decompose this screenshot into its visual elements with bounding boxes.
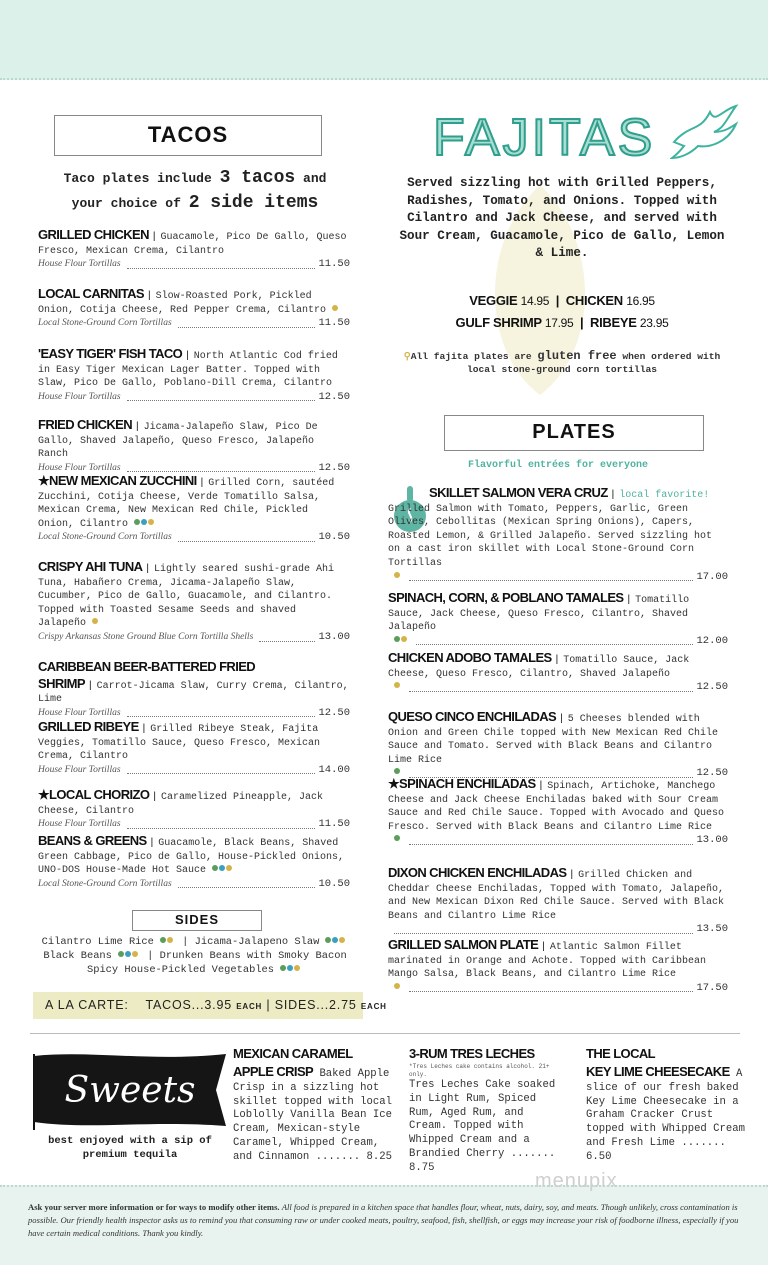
gf-text: when ordered with local stone-ground corn tortillas <box>467 351 721 375</box>
fajitas-title: FAJITAS <box>433 109 656 167</box>
watermark: menupix <box>535 1170 618 1192</box>
diet-dot-gold <box>339 937 345 943</box>
local-favorite-badge: local favorite! <box>619 490 710 501</box>
taco-item <box>38 834 350 891</box>
diet-dots <box>279 964 300 976</box>
dessert-name: APPLE CRISP <box>233 1064 314 1079</box>
dot-leader <box>127 268 316 269</box>
taco-item <box>38 347 350 404</box>
fajitas-prices <box>392 290 732 334</box>
diet-dots <box>393 834 400 848</box>
item-price: 12.50 <box>696 767 728 780</box>
diet-dot-gold <box>294 965 300 971</box>
side-item: Cilantro Lime Rice <box>41 936 154 948</box>
dessert-name: MEXICAN CARAMEL <box>233 1046 353 1061</box>
item-price: 13.00 <box>696 834 728 847</box>
dot-leader <box>178 327 316 328</box>
taco-text <box>38 560 350 631</box>
diet-dots <box>159 936 173 948</box>
fajita-price: 23.95 <box>639 316 669 330</box>
separator: | <box>147 290 151 301</box>
price-row <box>38 764 350 778</box>
tortilla-type: Local Stone-Ground Corn Tortillas <box>38 318 172 329</box>
item-description: Grilled Salmon with Tomato, Peppers, Garlic, Green Olives, Cebollitas (Mexican Spring Onions), Capers, Roasted Lemon, & Grilled Jalapeño. Served sizzling hot on a cast iron skillet with Local Stone-Ground Corn Tortillas <box>388 503 713 569</box>
item-description: Tomatillo Sauce, Jack Cheese, Queso Fresco, Cilantro, Shaved Jalapeño <box>388 595 690 634</box>
plate-text <box>388 486 728 571</box>
diet-dot-green <box>325 937 331 943</box>
fajita-option: VEGGIE <box>469 293 518 308</box>
diet-dot-gold <box>226 865 232 871</box>
diet-dot-green <box>280 965 286 971</box>
price-row <box>388 571 728 585</box>
tacos-heading: TACOS <box>54 115 322 156</box>
plate-item <box>388 777 728 848</box>
dot-leader <box>178 541 316 542</box>
taco-text <box>38 474 350 531</box>
plate-text <box>388 710 728 767</box>
footer-bold: Ask your server more information or for ways to modify other items. <box>28 1202 280 1212</box>
item-price: 10.50 <box>318 877 350 890</box>
separator: | <box>175 936 195 948</box>
taco-item <box>38 660 350 720</box>
plate-item <box>388 591 728 648</box>
taco-text <box>38 418 350 462</box>
intro-number: 3 <box>219 168 231 188</box>
dessert-text: *Tres Leches cake contains alcohol. 21+ only. Tres Leches Cake soaked in Light Rum, Spiced Rum, Aged Rum, and Cream. Topped with Whipped Cream and a Brandied Cherry ....... 8.75 <box>409 1063 559 1176</box>
diet-dots <box>393 571 400 585</box>
diet-dot-gold <box>394 983 400 989</box>
item-description: Lightly seared sushi-grade Ahi Tuna, Habañero Crema, Jicama-Jalapeño Slaw, Cucumber, Pico de Gallo, Guacamole, and Cilantro. Topped with Toasted Sesame Seeds and shaved Jalapeño <box>38 564 335 630</box>
dot-leader <box>127 400 316 401</box>
price-row <box>388 635 728 649</box>
intro-emph: tacos <box>230 168 296 188</box>
dessert-text: KEY LIME CHEESECAKE A slice of our fresh baked Key Lime Cheesecake in a Graham Cracker Crust topped with Whipped Cream and Fresh Lime ....... 6.50 <box>586 1064 745 1163</box>
price-row <box>388 923 728 937</box>
item-name: CARIBBEAN BEER-BATTERED FRIED SHRIMP <box>38 659 256 691</box>
diet-dot-gold <box>394 572 400 578</box>
diet-dot-gold <box>167 937 173 943</box>
diet-dot-green <box>394 636 400 642</box>
separator: | <box>146 563 150 574</box>
separator: | <box>136 421 139 432</box>
separator: | <box>200 477 204 488</box>
fajita-option: GULF SHRIMP <box>455 315 542 330</box>
tortilla-type: Local Stone-Ground Corn Tortillas <box>38 878 172 889</box>
item-description: Grilled Corn, sautéed Zucchini, Cotija Cheese, Verde Tomatillo Salsa, Mexican Crema, New Mexican Red Chile, Pickled Onion, Cilantro <box>38 478 335 530</box>
side-item: Black Beans <box>43 950 112 962</box>
sides-line <box>30 935 360 949</box>
tacos-intro <box>30 166 360 216</box>
dessert-description: Baked Apple Crisp in a sizzling hot skillet topped with local Loblolly Vanilla Bean Ice Cream, Mexican-style Caramel, Whipped Cream, and Cinnamon <box>233 1068 392 1163</box>
side-item: Drunken Beans with Smoky Bacon <box>159 950 347 962</box>
item-price: 10.50 <box>318 531 350 544</box>
item-description: Slow-Roasted Pork, Pickled Onion, Cotija Cheese, Red Pepper Crema, Cilantro <box>38 291 327 316</box>
diet-dot-green <box>212 865 218 871</box>
plate-text <box>388 777 728 834</box>
diet-dots <box>393 635 407 649</box>
taco-text <box>38 347 350 391</box>
sides-line <box>30 963 360 977</box>
plate-item <box>388 710 728 781</box>
diet-dots <box>324 936 345 948</box>
item-description: Tomatillo Sauce, Jack Cheese, Queso Fresco, Cilantro, Shaved Jalapeño <box>388 655 690 680</box>
price-row <box>388 834 728 848</box>
fajita-option: CHICKEN <box>565 293 623 308</box>
item-price: 12.50 <box>318 461 350 474</box>
dot-leader <box>409 691 693 692</box>
diet-dot-gold <box>332 305 338 311</box>
plate-item <box>388 866 728 937</box>
diet-dots <box>393 982 400 996</box>
plate-text <box>388 866 728 923</box>
dessert-name: THE LOCAL <box>586 1046 655 1061</box>
dot-leader <box>409 844 693 845</box>
sides-list <box>30 935 360 977</box>
fajitas-description: Served sizzling hot with Grilled Peppers, Radishes, Tomato, and Onions. Topped with Cilantro and Jack Cheese, and served with Sour Cream, Guacamole, Pico de Gallo, Lemon & Lime. <box>399 176 725 261</box>
dot-leader <box>127 773 316 774</box>
diet-dots <box>211 865 232 876</box>
gf-emph: gluten free <box>537 349 617 363</box>
dessert-item <box>409 1045 559 1176</box>
taco-item <box>38 418 350 475</box>
diet-dot-blue <box>219 865 225 871</box>
section-divider <box>30 1033 740 1034</box>
taco-item <box>38 474 350 545</box>
fajita-price: 17.95 <box>544 316 574 330</box>
taco-text <box>38 287 350 317</box>
price-row <box>388 681 728 695</box>
sides-heading: SIDES <box>132 910 262 931</box>
diet-dot-blue <box>287 965 293 971</box>
diet-dot-gold <box>401 636 407 642</box>
diet-dot-blue <box>141 519 147 525</box>
item-name: ★NEW MEXICAN ZUCCHINI <box>38 473 197 488</box>
price-row <box>388 982 728 996</box>
tortilla-type: House Flour Tortillas <box>38 259 121 270</box>
tortilla-type: House Flour Tortillas <box>38 391 121 402</box>
item-price: 17.00 <box>696 570 728 583</box>
dot-leader <box>127 716 316 717</box>
dessert-description: A slice of our fresh baked Key Lime Cheesecake in a Graham Cracker Crust topped with Whipped Cream and Fresh Lime <box>586 1068 745 1149</box>
taco-text <box>38 834 350 878</box>
tortilla-type: House Flour Tortillas <box>38 764 121 775</box>
dot-leader <box>416 644 693 645</box>
item-name: SPINACH, CORN, & POBLANO TAMALES <box>388 590 624 605</box>
price-row <box>38 391 350 405</box>
item-description: Jicama-Jalapeño Slaw, Pico De Gallo, Shaved Jalapeño, Queso Fresco, Jalapeño Ranch <box>38 422 318 461</box>
item-price: 13.00 <box>318 630 350 643</box>
a-la-carte-bar: A LA CARTE: TACOS...3.95 EACH | SIDES...2.75 EACH <box>33 992 363 1019</box>
item-price: 12.00 <box>696 634 728 647</box>
gluten-free-note <box>392 350 732 376</box>
fajita-price-line <box>392 312 732 334</box>
a-la-carte-tacos: TACOS...3.95 <box>145 998 232 1012</box>
item-price: 17.50 <box>696 981 728 994</box>
item-price: 12.50 <box>696 681 728 694</box>
footer-disclaimer <box>28 1201 748 1240</box>
item-name: FRIED CHICKEN <box>38 417 133 432</box>
sweets-caption: best enjoyed with a sip of premium tequila <box>48 1135 212 1161</box>
tortilla-type: House Flour Tortillas <box>38 707 121 718</box>
item-price: 12.50 <box>318 706 350 719</box>
separator: | <box>186 350 189 361</box>
separator: | <box>611 489 615 500</box>
tortilla-type: Local Stone-Ground Corn Tortillas <box>38 532 172 543</box>
dessert-name: 3-RUM TRES LECHES <box>409 1046 535 1061</box>
item-description: Grilled Ribeye Steak, Fajita Veggies, Tomatillo Sauce, Queso Fresco, Mexican Crema, Cilantro <box>38 724 321 763</box>
dessert-price: 8.75 <box>409 1161 435 1174</box>
dot-leader <box>259 641 315 642</box>
diet-dots <box>393 681 400 695</box>
intro-text: Taco plates include <box>63 171 220 186</box>
diet-dot-gold <box>148 519 154 525</box>
diet-dot-gold <box>394 682 400 688</box>
item-description: 5 Cheeses blended with Onion and Green Chile topped with New Mexican Red Chile Sauce and Tomato. Served with Black Beans and Cilantro Lime Rice <box>388 714 719 766</box>
separator: | <box>627 594 631 605</box>
a-la-carte-label: A LA CARTE: <box>45 998 129 1012</box>
item-name: ★LOCAL CHORIZO <box>38 787 150 802</box>
fajita-price-line <box>392 290 732 312</box>
separator: | <box>573 315 590 330</box>
intro-emph: side items <box>199 193 319 213</box>
each-label: EACH <box>360 1002 387 1011</box>
item-name: QUESO CINCO ENCHILADAS <box>388 709 557 724</box>
side-item: Spicy House-Pickled Vegetables <box>86 964 275 976</box>
item-description: Atlantic Salmon Fillet marinated in Orange and Achote. Topped with Caribbean Mango Salsa, Black Beans, and Cilantro Lime Rice <box>388 942 707 981</box>
item-name: DIXON CHICKEN ENCHILADAS <box>388 865 567 880</box>
separator: | <box>140 950 160 962</box>
item-name: CRISPY AHI TUNA <box>38 559 143 574</box>
item-price: 12.50 <box>318 390 350 403</box>
taco-item <box>38 560 350 645</box>
swallow-icon <box>670 102 740 164</box>
each-label: EACH <box>236 1002 263 1011</box>
dessert-item <box>586 1045 756 1165</box>
separator: | <box>570 869 574 880</box>
plate-text <box>388 591 728 635</box>
plate-item <box>388 486 728 584</box>
a-la-carte-sides: SIDES...2.75 <box>274 998 357 1012</box>
gf-text: All fajita plates are <box>410 351 538 362</box>
item-name: GRILLED CHICKEN <box>38 227 149 242</box>
fajita-option: RIBEYE <box>590 315 637 330</box>
item-price: 11.50 <box>318 258 350 271</box>
taco-text <box>38 660 350 707</box>
diet-dots <box>133 519 154 530</box>
dot-leader <box>394 933 693 934</box>
taco-text <box>38 228 350 258</box>
diet-dot-gold <box>92 618 98 624</box>
separator: | <box>88 679 92 691</box>
plate-text <box>388 651 728 681</box>
dessert-note: *Tres Leches cake contains alcohol. 21+ only. <box>409 1063 550 1078</box>
diet-dot-gold <box>132 951 138 957</box>
item-description: Carrot-Jicama Slaw, Curry Crema, Cilantro, Lime <box>38 680 349 706</box>
footer-italic: All food is prepared in a kitchen space that handles flour, wheat, nuts, dairy, soy, and meats. Though unlikely, cross contamination is possible. Our friendly health inspector asks us to remind you that consuming raw or under cooked meats, poultry, seafood, fish, shellfish, or eggs may increase your risk of foodborne illness, especially if you have certain medical conditions. Thank you kindly. <box>28 1202 739 1238</box>
item-price: 14.00 <box>318 763 350 776</box>
separator: | <box>142 723 146 734</box>
price-row <box>38 317 350 331</box>
fajita-price: 16.95 <box>626 294 655 308</box>
diet-dot-green <box>118 951 124 957</box>
sides-line <box>30 949 360 963</box>
taco-item <box>38 788 350 832</box>
diet-dots <box>91 618 98 629</box>
taco-item <box>38 720 350 777</box>
diet-dots <box>331 305 338 316</box>
item-name: LOCAL CARNITAS <box>38 286 144 301</box>
item-description: Grilled Chicken and Cheddar Cheese Enchiladas, Topped with Tomato, Jalapeño, and New Mexican Dixon Red Chile Sauce. Served with Black Beans and Cilantro Lime Rice <box>388 870 725 922</box>
separator: | <box>539 780 543 791</box>
intro-text: and <box>295 171 327 186</box>
taco-text <box>38 720 350 764</box>
item-name: BEANS & GREENS <box>38 833 147 848</box>
dessert-item <box>233 1045 393 1165</box>
separator: | <box>152 231 156 242</box>
top-decorative-band <box>0 0 768 80</box>
separator: | <box>555 654 559 665</box>
item-price: 11.50 <box>318 317 350 330</box>
item-name: GRILLED RIBEYE <box>38 719 139 734</box>
item-price: 11.50 <box>318 818 350 831</box>
separator: | <box>542 941 545 952</box>
item-description: Guacamole, Black Beans, Shaved Green Cabbage, Pico de Gallo, House-Pickled Onions, UNO-DOS House-Made Hot Sauce <box>38 838 345 877</box>
dessert-description: Tres Leches Cake soaked in Light Rum, Spiced Rum, Aged Rum, and Cream. Topped with Whipped Cream and a Brandied Cherry <box>409 1079 556 1160</box>
taco-item <box>38 228 350 272</box>
item-description: Guacamole, Pico De Gallo, Queso Fresco, Mexican Crema, Cilantro <box>38 232 347 257</box>
dessert-text: APPLE CRISP Baked Apple Crisp in a sizzling hot skillet topped with local Loblolly Vanilla Bean Ice Cream, Mexican-style Caramel, Whipped Cream, and Cinnamon ....... 8.25 <box>233 1064 392 1163</box>
item-name: ★SPINACH ENCHILADAS <box>388 776 536 791</box>
plate-text <box>388 938 728 982</box>
price-row <box>38 818 350 832</box>
tortilla-type: Crispy Arkansas Stone Ground Blue Corn Tortilla Shells <box>38 631 254 642</box>
side-item: Jicama-Jalapeno Slaw <box>194 936 320 948</box>
sweets-flag-logo <box>30 1050 230 1130</box>
dot-leader <box>409 580 693 581</box>
diet-dot-blue <box>332 937 338 943</box>
item-description: North Atlantic Cod fried in Easy Tiger Mexican Lager Batter. Topped with Slaw, Pico De Gallo, Poblano-Dill Crema, Cilantro <box>38 351 338 390</box>
svg-text:Sweets: Sweets <box>64 1070 196 1111</box>
dot-leader <box>178 887 316 888</box>
item-name: SKILLET SALMON VERA CRUZ <box>429 485 608 500</box>
separator: | <box>549 293 566 308</box>
intro-number: 2 <box>188 193 200 213</box>
dessert-name: KEY LIME CHEESECAKE <box>586 1064 730 1079</box>
diet-dot-blue <box>125 951 131 957</box>
taco-text <box>38 788 350 818</box>
dessert-price: 6.50 <box>586 1150 612 1163</box>
price-row <box>38 631 350 645</box>
diet-dot-green <box>394 835 400 841</box>
fajita-price: 14.95 <box>520 294 550 308</box>
separator: | <box>560 713 563 724</box>
diet-dot-green <box>134 519 140 525</box>
diet-dot-green <box>394 768 400 774</box>
plates-subtitle: Flavorful entrées for everyone <box>467 460 649 471</box>
plate-item <box>388 651 728 695</box>
item-price: 13.50 <box>696 923 728 936</box>
dessert-price: 8.25 <box>366 1150 392 1163</box>
tortilla-type: House Flour Tortillas <box>38 819 121 830</box>
plates-heading: PLATES <box>444 415 704 451</box>
price-row <box>38 878 350 892</box>
dot-leader <box>409 991 693 992</box>
item-description: Spinach, Artichoke, Manchego Cheese and Jack Cheese Enchiladas baked with Sour Cream Sauce and Red Chile Sauce. Topped with Avocado and Queso Fresco. Served with Black Beans and Cilantro Lime Rice <box>388 781 725 833</box>
price-row <box>38 531 350 545</box>
item-name: 'EASY TIGER' FISH TACO <box>38 346 183 361</box>
item-name: CHICKEN ADOBO TAMALES <box>388 650 552 665</box>
plate-item <box>388 938 728 995</box>
dot-leader <box>127 828 316 829</box>
diet-dots <box>117 950 138 962</box>
separator: | <box>150 837 154 848</box>
taco-item <box>38 287 350 331</box>
item-description: Caramelized Pineapple, Jack Cheese, Cilantro <box>38 792 323 817</box>
separator: | <box>153 791 156 802</box>
diet-dot-green <box>160 937 166 943</box>
intro-text: your choice of <box>71 196 189 211</box>
item-name: GRILLED SALMON PLATE <box>388 937 539 952</box>
price-row <box>38 258 350 272</box>
location-pin-icon: ⚲ <box>403 351 411 362</box>
tortilla-type: House Flour Tortillas <box>38 462 121 473</box>
